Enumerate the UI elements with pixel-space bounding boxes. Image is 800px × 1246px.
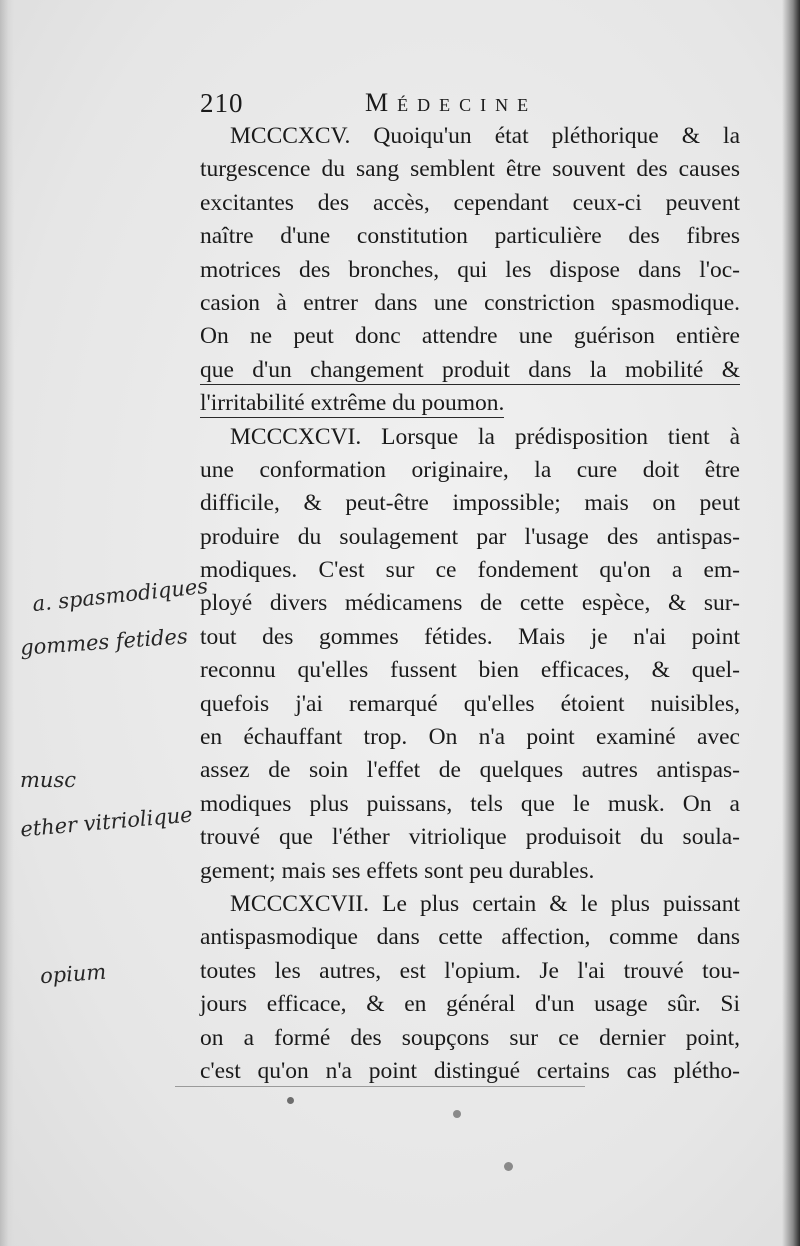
text-line: MCCCXCVII. Le plus certain & le plus puissant bbox=[230, 890, 740, 917]
text-line-underlined bbox=[200, 387, 740, 420]
handwritten-note: gommes fetides bbox=[19, 624, 189, 660]
text-line: On ne peut donc attendre une guérison entière bbox=[200, 323, 740, 350]
text-line: une conformation originaire, la cure doit être bbox=[200, 456, 740, 483]
text-line: casion à entrer dans une constriction spasmodique. bbox=[200, 289, 740, 316]
text-line: gement; mais ses effets sont peu durables. bbox=[200, 857, 595, 884]
text-line: toutes les autres, est l'opium. Je l'ai trouvé tou- bbox=[200, 957, 740, 984]
body-text bbox=[200, 120, 740, 1088]
underlined-text: que d'un changement produit dans la mobilité & bbox=[200, 356, 740, 383]
text-line: c'est qu'on n'a point distingué certains cas plétho- bbox=[200, 1057, 740, 1084]
text-line-underlined bbox=[200, 354, 740, 387]
text-line: turgescence du sang semblent être souvent des causes bbox=[200, 156, 740, 183]
text-line: modiques. C'est sur ce fondement qu'on a em- bbox=[200, 557, 740, 584]
text-line: on a formé des soupçons sur ce dernier point, bbox=[200, 1024, 740, 1051]
text-line: trouvé que l'éther vitriolique produisoit du soula- bbox=[200, 824, 740, 851]
ink-speck bbox=[287, 1097, 294, 1104]
page-number: 210 bbox=[200, 88, 244, 118]
text-line: excitantes des accès, cependant ceux-ci peuvent bbox=[200, 189, 740, 216]
text-line: jours efficace, & en général d'un usage sûr. Si bbox=[200, 991, 740, 1018]
text-line: MCCCXCV. Quoiqu'un état pléthorique & la bbox=[230, 123, 740, 149]
text-line: ployé divers médicamens de cette espèce, & sur- bbox=[200, 590, 740, 617]
text-line: antispasmodique dans cette affection, comme dans bbox=[200, 924, 740, 951]
ink-speck bbox=[453, 1110, 461, 1118]
text-line: en échauffant trop. On n'a point examiné avec bbox=[200, 724, 740, 751]
page-binding-shadow bbox=[782, 0, 800, 1246]
text-line: naître d'une constitution particulière des fibres bbox=[200, 223, 740, 250]
handwritten-note: a. spasmodiques bbox=[31, 573, 210, 617]
text-line: modiques plus puissans, tels que le musk. On a bbox=[200, 790, 740, 817]
bottom-rule bbox=[175, 1086, 585, 1087]
text-line: tout des gommes fétides. Mais je n'ai point bbox=[200, 623, 740, 650]
ink-speck bbox=[504, 1162, 513, 1171]
text-line: produire du soulagement par l'usage des antispas- bbox=[200, 523, 740, 550]
handwritten-note: ether vitriolique bbox=[19, 802, 194, 842]
running-head bbox=[190, 84, 590, 124]
text-line: MCCCXCVI. Lorsque la prédisposition tient à bbox=[230, 423, 740, 450]
text-line: difficile, & peut-être impossible; mais on peut bbox=[200, 490, 740, 517]
text-line: quefois j'ai remarqué qu'elles étoient nuisibles, bbox=[200, 690, 740, 717]
text-line: motrices des bronches, qui les dispose dans l'oc- bbox=[200, 256, 740, 283]
underlined-text: l'irritabilité extrême du poumon. bbox=[200, 390, 505, 417]
handwritten-note: musc bbox=[20, 768, 76, 792]
page-title: Médecine bbox=[365, 88, 538, 117]
text-line: assez de soin l'effet de quelques autres antispas- bbox=[200, 757, 740, 784]
text-line: reconnu qu'elles fussent bien efficaces, & quel- bbox=[200, 657, 740, 684]
page-left-edge bbox=[0, 0, 14, 1246]
handwritten-note: opium bbox=[39, 959, 108, 989]
